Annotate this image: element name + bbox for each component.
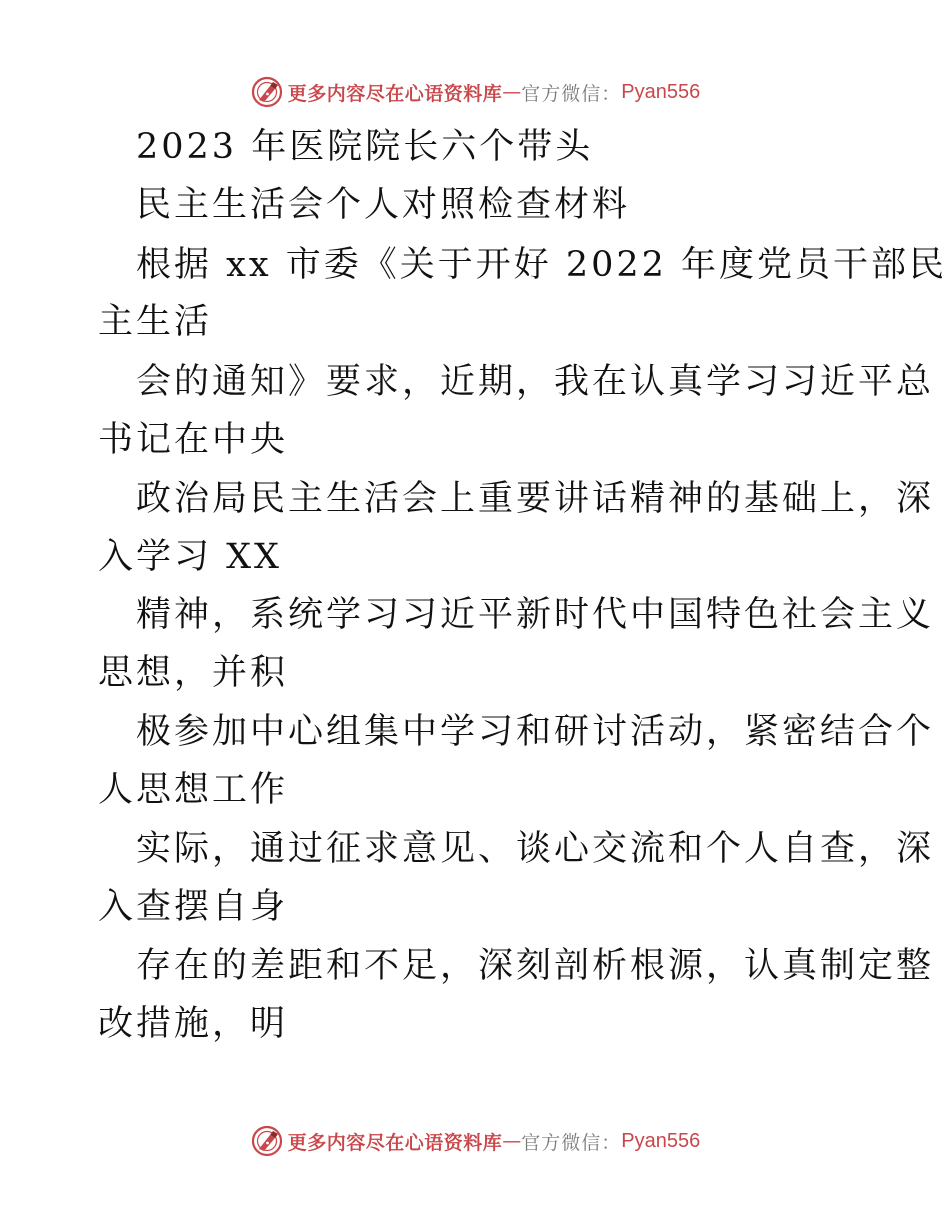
paragraph-line: 实际，通过征求意见、谈心交流和个人自查，深 xyxy=(136,829,935,869)
paragraph-line: 极参加中心组集中学习和研讨活动，紧密结合个 xyxy=(136,712,935,752)
document-title-line-1: 2023 年医院院长六个带头 xyxy=(136,127,594,167)
paragraph-line: 人思想工作 xyxy=(98,770,289,810)
pen-nib-logo-icon xyxy=(250,1124,284,1158)
footer-watermark xyxy=(0,1121,950,1161)
paragraph-line: 存在的差距和不足，深刻剖析根源，认真制定整 xyxy=(136,946,935,986)
watermark-contact-label: 官方微信： xyxy=(521,82,622,105)
watermark-contact-label: 官方微信： xyxy=(521,1131,622,1154)
watermark-contact-id: Pyan556 xyxy=(621,1129,701,1152)
paragraph-line: 书记在中央 xyxy=(98,420,289,460)
watermark-contact-id: Pyan556 xyxy=(621,80,701,103)
header-watermark xyxy=(0,72,950,112)
watermark-dash: — xyxy=(502,81,522,103)
watermark-main-text: 更多内容尽在心语资料库 xyxy=(287,82,503,105)
paragraph-line: 政治局民主生活会上重要讲话精神的基础上，深 xyxy=(136,479,935,519)
paragraph-line: 改措施，明 xyxy=(98,1004,289,1044)
paragraph-line: 主生活 xyxy=(98,302,213,342)
watermark-main-text: 更多内容尽在心语资料库 xyxy=(287,1131,503,1154)
paragraph-line: 会的通知》要求，近期，我在认真学习习近平总 xyxy=(136,362,935,402)
document-title-line-2: 民主生活会个人对照检查材料 xyxy=(136,185,631,225)
pen-nib-logo-icon xyxy=(250,75,284,109)
paragraph-line: 入学习 XX xyxy=(98,537,282,577)
paragraph-line: 思想，并积 xyxy=(98,653,289,693)
paragraph-line: 入查摆自身 xyxy=(98,887,289,927)
paragraph-line: 根据 xx 市委《关于开好 2022 年度党员干部民 xyxy=(136,245,948,285)
watermark-dash: — xyxy=(502,1130,522,1152)
paragraph-line: 精神，系统学习习近平新时代中国特色社会主义 xyxy=(136,595,935,635)
